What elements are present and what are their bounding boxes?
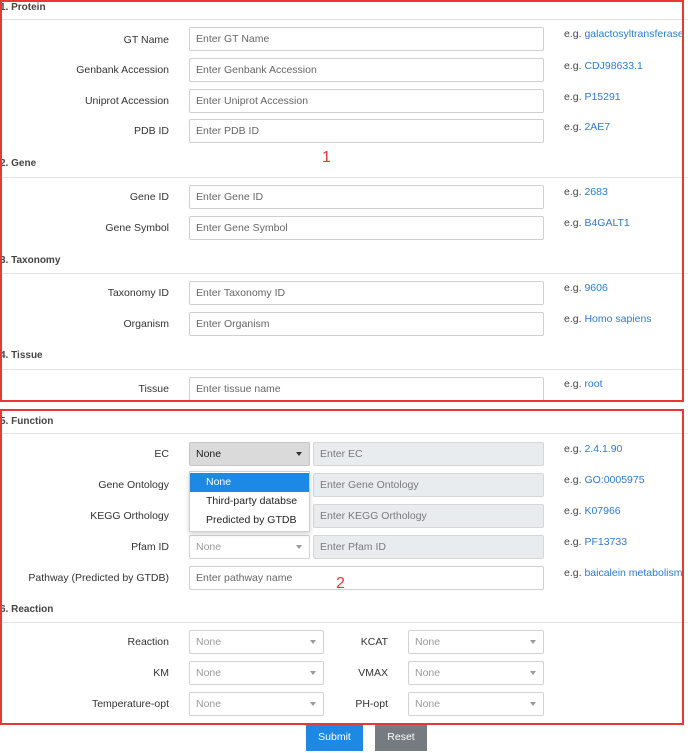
chevron-down-icon [310, 671, 316, 675]
chevron-down-icon [296, 452, 302, 456]
gene-id-example: e.g. 2683 [564, 186, 608, 198]
chevron-down-icon [310, 640, 316, 644]
section-divider [0, 273, 688, 274]
kegg-input[interactable] [313, 504, 544, 528]
vmax-select[interactable] [408, 661, 544, 685]
ph-opt-select[interactable] [408, 692, 544, 716]
gene-symbol-label: Gene Symbol [105, 222, 169, 234]
gene-symbol-example: e.g. B4GALT1 [564, 217, 630, 229]
km-select-value: None [196, 667, 222, 679]
organism-example: e.g. Homo sapiens [564, 313, 652, 325]
taxonomy-id-input[interactable] [189, 281, 544, 305]
gene-id-example-link[interactable]: 2683 [584, 186, 608, 198]
genbank-example-link[interactable]: CDJ98633.1 [584, 60, 643, 72]
reaction-select[interactable] [189, 630, 324, 654]
kcat-select[interactable] [408, 630, 544, 654]
gene-ontology-example: e.g. GO:0005975 [564, 474, 645, 486]
kcat-select-value: None [415, 636, 441, 648]
gt-name-label: GT Name [123, 34, 169, 46]
taxonomy-id-label: Taxonomy ID [107, 287, 169, 299]
section-title-tissue: 4. Tissue [0, 350, 43, 361]
section-divider [0, 177, 688, 178]
gene-symbol-input[interactable] [189, 216, 544, 240]
uniprot-input[interactable] [189, 89, 544, 113]
chevron-down-icon [296, 545, 302, 549]
ec-source-dropdown [189, 471, 310, 532]
ec-source-value: None [196, 448, 222, 460]
annotation-label-2: 2 [336, 575, 345, 592]
dropdown-option-predicted-gtdb[interactable]: Predicted by GTDB [206, 514, 297, 526]
pathway-example: e.g. baicalein metabolism [564, 567, 683, 579]
genbank-input[interactable] [189, 58, 544, 82]
reaction-select-value: None [196, 636, 222, 648]
taxonomy-id-example: e.g. 9606 [564, 282, 608, 294]
section-divider [0, 369, 688, 370]
gene-ontology-label: Gene Ontology [98, 479, 169, 491]
vmax-label: VMAX [358, 667, 388, 679]
pathway-example-link[interactable]: baicalein metabolism [584, 567, 683, 579]
section-title-function: 5. Function [0, 416, 54, 427]
gt-name-input[interactable] [189, 27, 544, 51]
ph-opt-label: PH-opt [355, 698, 388, 710]
section-title-gene: 2. Gene [0, 158, 37, 169]
chevron-down-icon [530, 671, 536, 675]
section-title-protein: 1. Protein [0, 2, 46, 13]
pfam-example: e.g. PF13733 [564, 536, 628, 548]
pdb-input[interactable] [189, 119, 544, 143]
section-divider [0, 622, 688, 623]
kegg-example: e.g. K07966 [564, 505, 621, 517]
gene-ontology-example-link[interactable]: GO:0005975 [584, 474, 645, 486]
pathway-input[interactable] [189, 566, 544, 590]
kcat-label: KCAT [360, 636, 388, 648]
uniprot-example-link[interactable]: P15291 [584, 91, 621, 103]
km-label: KM [153, 667, 169, 679]
ec-input[interactable] [313, 442, 544, 466]
ph-opt-select-value: None [415, 698, 441, 710]
gene-id-input[interactable] [189, 185, 544, 209]
tissue-example-link[interactable]: root [584, 378, 603, 390]
pdb-label: PDB ID [133, 125, 169, 137]
section-title-taxonomy: 3. Taxonomy [0, 255, 61, 266]
organism-input[interactable] [189, 312, 544, 336]
chevron-down-icon [530, 640, 536, 644]
annotation-label-1: 1 [322, 149, 331, 166]
uniprot-label: Uniprot Accession [84, 95, 169, 107]
pathway-label: Pathway (Predicted by GTDB) [28, 572, 169, 584]
gt-name-example: e.g. galactosyltransferase [564, 28, 684, 40]
gene-id-label: Gene ID [129, 191, 169, 203]
pfam-source-select[interactable] [189, 535, 310, 559]
ec-label: EC [154, 448, 169, 460]
dropdown-option-none[interactable]: None [190, 473, 309, 492]
chevron-down-icon [530, 702, 536, 706]
tissue-label: Tissue [138, 383, 169, 395]
vmax-select-value: None [415, 667, 441, 679]
genbank-example: e.g. CDJ98633.1 [564, 60, 643, 72]
kegg-example-link[interactable]: K07966 [584, 505, 621, 517]
ec-example: e.g. 2.4.1.90 [564, 443, 623, 455]
kegg-label: KEGG Orthology [90, 510, 169, 522]
dropdown-option-third-party[interactable]: Third-party databse [206, 495, 298, 507]
section-divider [0, 19, 688, 20]
temperature-opt-select[interactable] [189, 692, 324, 716]
organism-label: Organism [123, 318, 169, 330]
reaction-label: Reaction [127, 636, 169, 648]
tissue-example: e.g. root [564, 378, 603, 390]
pfam-example-link[interactable]: PF13733 [584, 536, 628, 548]
pfam-source-value: None [196, 541, 222, 553]
taxonomy-id-example-link[interactable]: 9606 [584, 282, 608, 294]
pfam-input[interactable] [313, 535, 544, 559]
km-select[interactable] [189, 661, 324, 685]
chevron-down-icon [310, 702, 316, 706]
genbank-label: Genbank Accession [76, 64, 169, 76]
ec-source-select[interactable] [189, 442, 310, 466]
section-title-reaction: 6. Reaction [0, 604, 54, 615]
gene-ontology-input[interactable] [313, 473, 544, 497]
gene-symbol-example-link[interactable]: B4GALT1 [584, 217, 630, 229]
submit-button[interactable]: Submit [306, 724, 363, 751]
section-divider [0, 433, 688, 434]
tissue-input[interactable] [189, 377, 544, 401]
uniprot-example: e.g. P15291 [564, 91, 621, 103]
temperature-opt-label: Temperature-opt [91, 698, 169, 710]
organism-example-link[interactable]: Homo sapiens [584, 313, 652, 325]
reset-button[interactable]: Reset [375, 724, 427, 751]
pfam-label: Pfam ID [131, 541, 169, 553]
ec-example-link[interactable]: 2.4.1.90 [584, 443, 623, 455]
temperature-opt-select-value: None [196, 698, 222, 710]
pdb-example: e.g. 2AE7 [564, 121, 611, 133]
gt-name-example-link[interactable]: galactosyltransferase [584, 28, 684, 40]
pdb-example-link[interactable]: 2AE7 [584, 121, 611, 133]
